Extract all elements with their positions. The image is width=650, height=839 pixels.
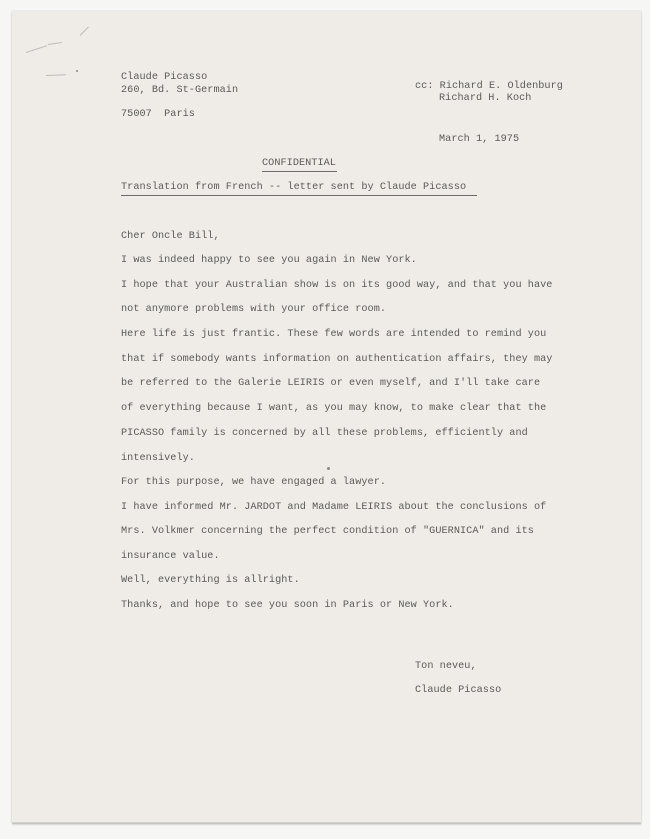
body-line: insurance value.: [121, 551, 220, 562]
body-line: I was indeed happy to see you again in New York.: [121, 255, 417, 266]
body-line: Here life is just frantic. These few words are intended to remind you: [121, 329, 547, 340]
subject-line: Translation from French -- letter sent by Claude Picasso: [121, 182, 467, 193]
letter-date: March 1, 1975: [439, 134, 520, 145]
cc-line-2: Richard H. Koch: [439, 93, 532, 104]
body-line: of everything because I want, as you may know, to make clear that the: [121, 403, 547, 414]
body-line: not anymore problems with your office room.: [121, 304, 387, 315]
body-line: be referred to the Galerie LEIRIS or even myself, and I'll take care: [121, 378, 541, 389]
body-line: I hope that your Australian show is on its good way, and that you have: [121, 280, 553, 291]
body-line: Mrs. Volkmer concerning the perfect condition of "GUERNICA" and its: [121, 526, 534, 537]
confidential-underline: [262, 171, 337, 172]
sender-city: 75007 Paris: [121, 109, 195, 120]
body-line: intensively.: [121, 453, 195, 464]
body-line: PICASSO family is concerned by all these problems, efficiently and: [121, 428, 528, 439]
body-line: Well, everything is allright.: [121, 575, 300, 586]
paper-speck: [327, 467, 330, 470]
confidential-heading: CONFIDENTIAL: [262, 158, 336, 169]
signature: Claude Picasso: [415, 685, 502, 696]
subject-underline: [121, 195, 477, 196]
closing: Ton neveu,: [415, 661, 477, 672]
cc-line-1: cc: Richard E. Oldenburg: [415, 81, 563, 92]
sender-street: 260, Bd. St-Germain: [121, 85, 239, 96]
salutation: Cher Oncle Bill,: [121, 231, 220, 242]
body-line: Thanks, and hope to see you soon in Paris or New York.: [121, 600, 454, 611]
paper-speck: [76, 70, 78, 72]
body-line: I have informed Mr. JARDOT and Madame LEIRIS about the conclusions of: [121, 502, 547, 513]
body-line: For this purpose, we have engaged a lawyer.: [121, 477, 387, 488]
body-line: that if somebody wants information on authentication affairs, they may: [121, 354, 553, 365]
sender-name: Claude Picasso: [121, 72, 208, 83]
letter-paper: [12, 11, 641, 823]
